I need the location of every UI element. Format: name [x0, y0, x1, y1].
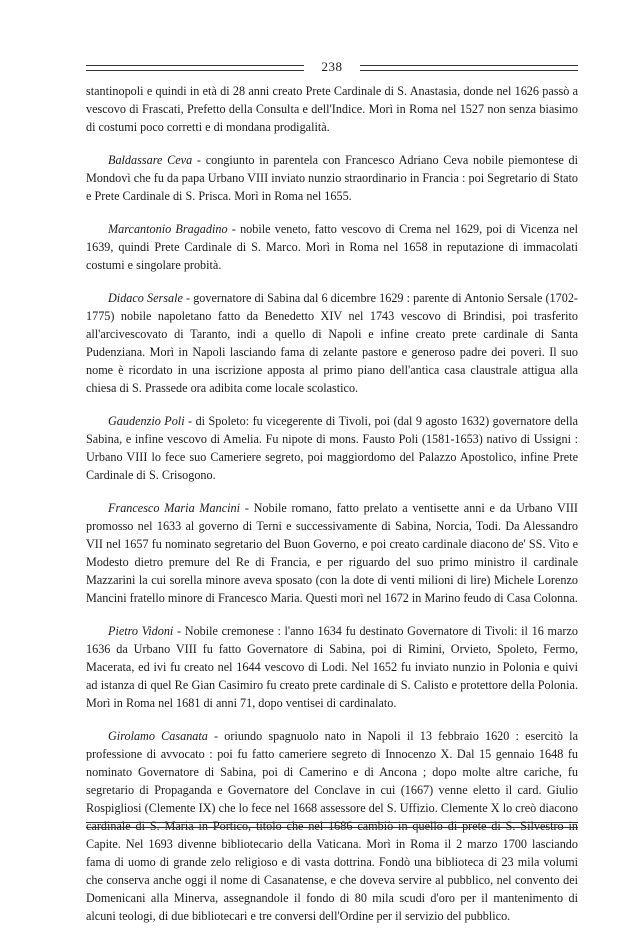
footer-rule — [86, 822, 578, 828]
entry-text: - governatore di Sabina dal 6 dicembre 1629 : parente di Antonio Sersale (1702-1775) nobile napoletano fatto da Benedetto XIV nel 1743 vescovo di Brindisi, poi trasferito all'arcivescovato di Taranto, indi a quello di Napoli e infine creato prete cardinale di Santa Pudenziana. Morì in Napoli lasciando fama di zelante pastore e generoso padre dei poveri. Il suo nome è ricordato in una iscrizione apposta al primo piano dell'antica casa claustrale attigua alla chiesa di S. Prassede ora adibita come locale scolastico. — [86, 291, 578, 395]
page-body — [86, 82, 578, 940]
entry-didaco-sersale — [86, 289, 578, 397]
entry-text: - Nobile cremonese : l'anno 1634 fu destinato Governatore di Tivoli: il 16 marzo 1636 da Urbano VIII fu fatto Governatore di Sabina, poi di Rimini, Orvieto, Spoleto, Fermo, Macerata, ed ivi fu creato nel 1644 vescovo di Lodi. Nel 1652 fu inviato nunzio in Polonia e quivi ad istanza di quel Re Gian Casimiro fu creato prete cardinale di S. Calisto e protettore della Polonia. Morì in Roma nel 1681 di anni 71, dopo ventisei di cardinalato. — [86, 624, 578, 710]
page-number: 238 — [321, 59, 343, 74]
page-footer — [86, 822, 578, 830]
entry-text: - oriundo spagnuolo nato in Napoli il 13 febbraio 1620 : esercitò la professione di avvocato : poi fu fatto cameriere segreto di Innocenzo X. Dal 15 gennaio 1648 fu nominato Governatore di Sabina, poi di Camerino e di Ancona ; dopo molte altre cariche, fu segretario di Propaganda e Governatore del Conclave in cui (1667) venne eletto il card. Giulio Rospigliosi (Clemente IX) che lo fece nel 1668 assessore del S. Uffizio. Clemente X lo creò diacono cardinale di S. Maria in Portico, titolo che nel 1686 cambiò in quello di prete di S. Silvestro in Capite. Nel 1693 divenne bibliotecario della Vaticana. Morì in Roma il 2 marzo 1700 lasciando fama di uomo di grande zelo religioso e di vasta dottrina. Fondò una biblioteca di 23 mila volumi che conserva anche oggi il nome di Casanatense, e che doveva servire al pubblico, nel convento dei Domenicani alla Minerva, assegnandole il fondo di 80 mila scudi d'oro per il mantenimento di alcuni teologi, di due bibliotecari e tre conversi dell'Ordine per il servizio del pubblico. — [86, 729, 578, 923]
entry-name: Gaudenzio Poli — [108, 414, 185, 428]
entry-name: Didaco Sersale — [108, 291, 183, 305]
entry-marcantonio-bragadino — [86, 220, 578, 274]
entry-name: Francesco Maria Mancini — [108, 501, 241, 515]
entry-name: Baldassare Ceva — [108, 153, 193, 167]
paragraph-text: stantinopoli e quindi in età di 28 anni creato Prete Cardinale di S. Anastasia, donde nel 1626 passò a vescovo di Frascati, Prefetto della Consulta e dell'Indice. Morì in Roma nel 1527 non senza biasimo di costumi poco corretti e di mondana prodigalità. — [86, 84, 578, 134]
page-header — [86, 58, 578, 76]
entry-name: Pietro Vidoni — [108, 624, 174, 638]
header-rule-right — [360, 65, 578, 71]
paragraph-continued — [86, 82, 578, 136]
entry-gaudenzio-poli — [86, 412, 578, 484]
entry-text: - congiunto in parentela con Francesco Adriano Ceva nobile piemontese di Mondovì che fu da papa Urbano VIII inviato nunzio straordinario in Francia : poi Segretario di Stato e Prete Cardinale di S. Prisca. Morì in Roma nel 1655. — [86, 153, 578, 203]
entry-francesco-maria-mancini — [86, 499, 578, 607]
entry-text: - di Spoleto: fu vicegerente di Tivoli, poi (dal 9 agosto 1632) governatore della Sabina, e infine vescovo di Amelia. Fu nipote di mons. Fausto Poli (1581-1653) nativo di Ussigni : Urbano VIII lo fece suo Cameriere segreto, poi maggiordomo del Palazzo Apostolico, infine Prete Cardinale di S. Crisogono. — [86, 414, 578, 482]
entry-text: - Nobile romano, fatto prelato a ventisette anni e da Urbano VIII promosso nel 1633 al governo di Terni e successivamente di Sabina, Norcia, Todi. Da Alessandro VII nel 1657 fu nominato segretario del Buon Governo, e poi creato cardinale diacono de' SS. Vito e Modesto dietro premure del Re di Francia, e per riguardo del suo primo ministro il cardinale Mazzarini la cui sorella minore aveva sposato (con la dote di venti milioni di lire) Michele Lorenzo Mancini fratello minore di Francesco Maria. Questi morì nel 1672 in Marino feudo di Casa Colonna. — [86, 501, 578, 605]
entry-baldassare-ceva — [86, 151, 578, 205]
entry-name: Girolamo Casanata — [108, 729, 208, 743]
header-rule-left — [86, 65, 304, 71]
entry-pietro-vidoni — [86, 622, 578, 712]
entry-text: - nobile veneto, fatto vescovo di Crema nel 1629, poi di Vicenza nel 1639, quindi Prete Cardinale di S. Marco. Morì in Roma nel 1658 in reputazione di immacolati costumi e singolare probità. — [86, 222, 579, 272]
entry-name: Marcantonio Bragadino — [108, 222, 228, 236]
